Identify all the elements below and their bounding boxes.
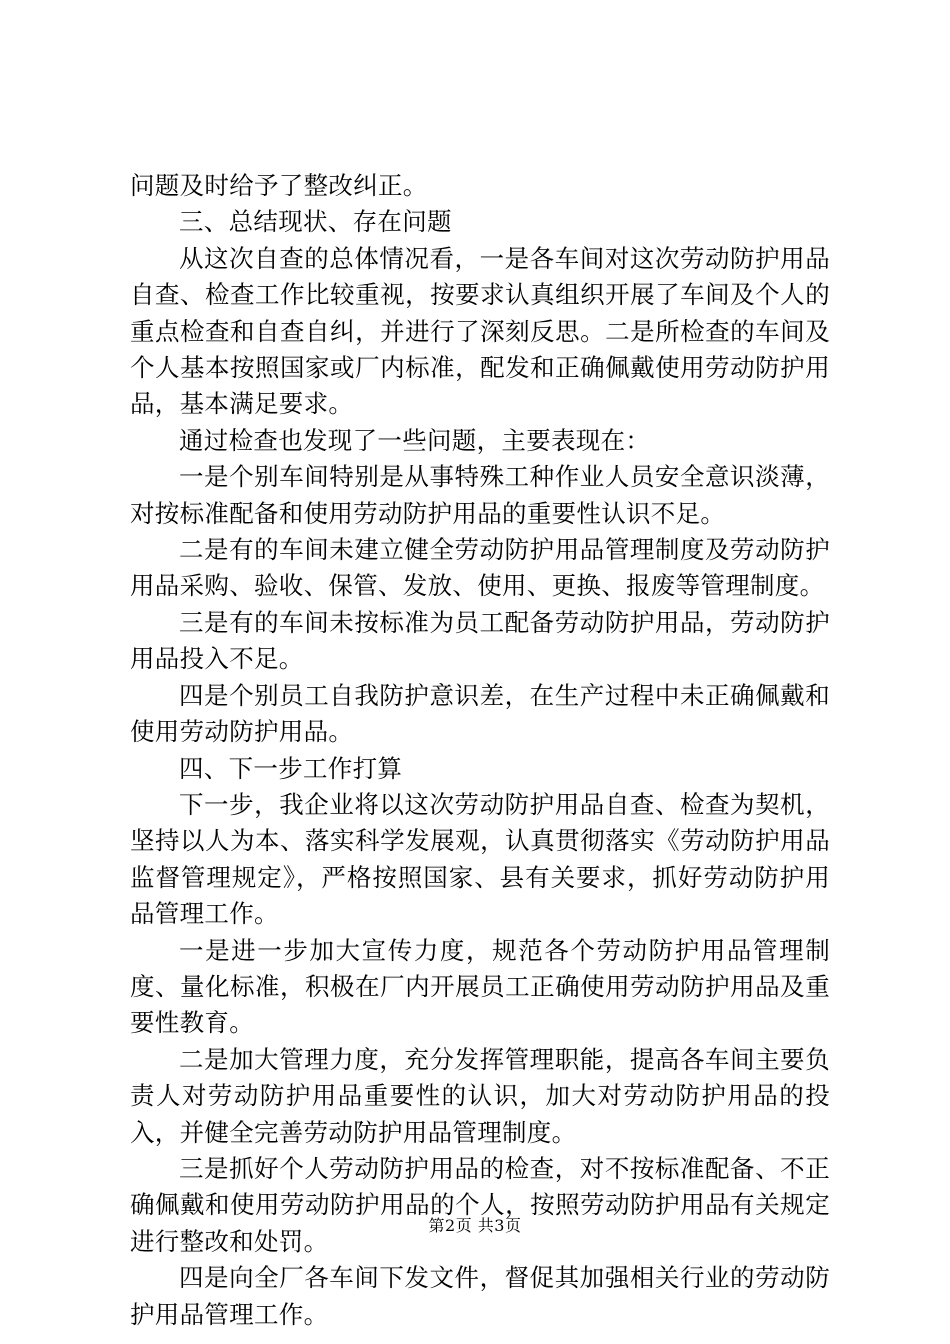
paragraph: 问题及时给予了整改纠正。: [130, 171, 428, 200]
paragraph: 下一步，我企业将以这次劳动防护用品自查、检查为契机，坚持以人为本、落实科学发展观，认真贯彻落实《劳动防护用品监督管理规定》，严格按照国家、县有关要求，抓好劳动防护用品管理工作。: [130, 789, 830, 929]
section-heading: 四、下一步工作打算: [179, 753, 403, 783]
paragraph: 一是进一步加大宣传力度，规范各个劳动防护用品管理制度、量化标准，积极在厂内开展员工正确使用劳动防护用品及重要性教育。: [130, 935, 830, 1038]
paragraph: 三是有的车间未按标准为员工配备劳动防护用品，劳动防护用品投入不足。: [130, 607, 830, 674]
paragraph: 从这次自查的总体情况看，一是各车间对这次劳动防护用品自查、检查工作比较重视，按要求认真组织开展了车间及个人的重点检查和自查自纠，并进行了深刻反思。二是所检查的车间及个人基本按照国家或厂内标准，配发和正确佩戴使用劳动防护用品，基本满足要求。: [130, 243, 830, 419]
page-number: 第2页 共3页: [428, 1216, 522, 1235]
paragraph: 一是个别车间特别是从事特殊工种作业人员安全意识淡薄，对按标准配备和使用劳动防护用品的重要性认识不足。: [130, 462, 830, 528]
paragraph: 通过检查也发现了一些问题，主要表现在：: [179, 425, 651, 455]
paragraph: 二是有的车间未建立健全劳动防护用品管理制度及劳动防护用品采购、验收、保管、发放、使用、更换、报废等管理制度。: [130, 535, 830, 601]
paragraph: 四是向全厂各车间下发文件，督促其加强相关行业的劳动防护用品管理工作。: [130, 1263, 830, 1329]
paragraph: 二是加大管理力度，充分发挥管理职能，提高各车间主要负责人对劳动防护用品重要性的认识，加大对劳动防护用品的投入，并健全完善劳动防护用品管理制度。: [130, 1044, 830, 1147]
section-heading: 三、总结现状、存在问题: [179, 207, 452, 237]
paragraph: 三是抓好个人劳动防护用品的检查，对不按标准配备、不正确佩戴和使用劳动防护用品的个人，按照劳动防护用品有关规定进行整改和处罚。: [130, 1153, 830, 1256]
paragraph: 四是个别员工自我防护意识差，在生产过程中未正确佩戴和使用劳动防护用品。: [130, 680, 830, 747]
document-body: [130, 168, 830, 1333]
